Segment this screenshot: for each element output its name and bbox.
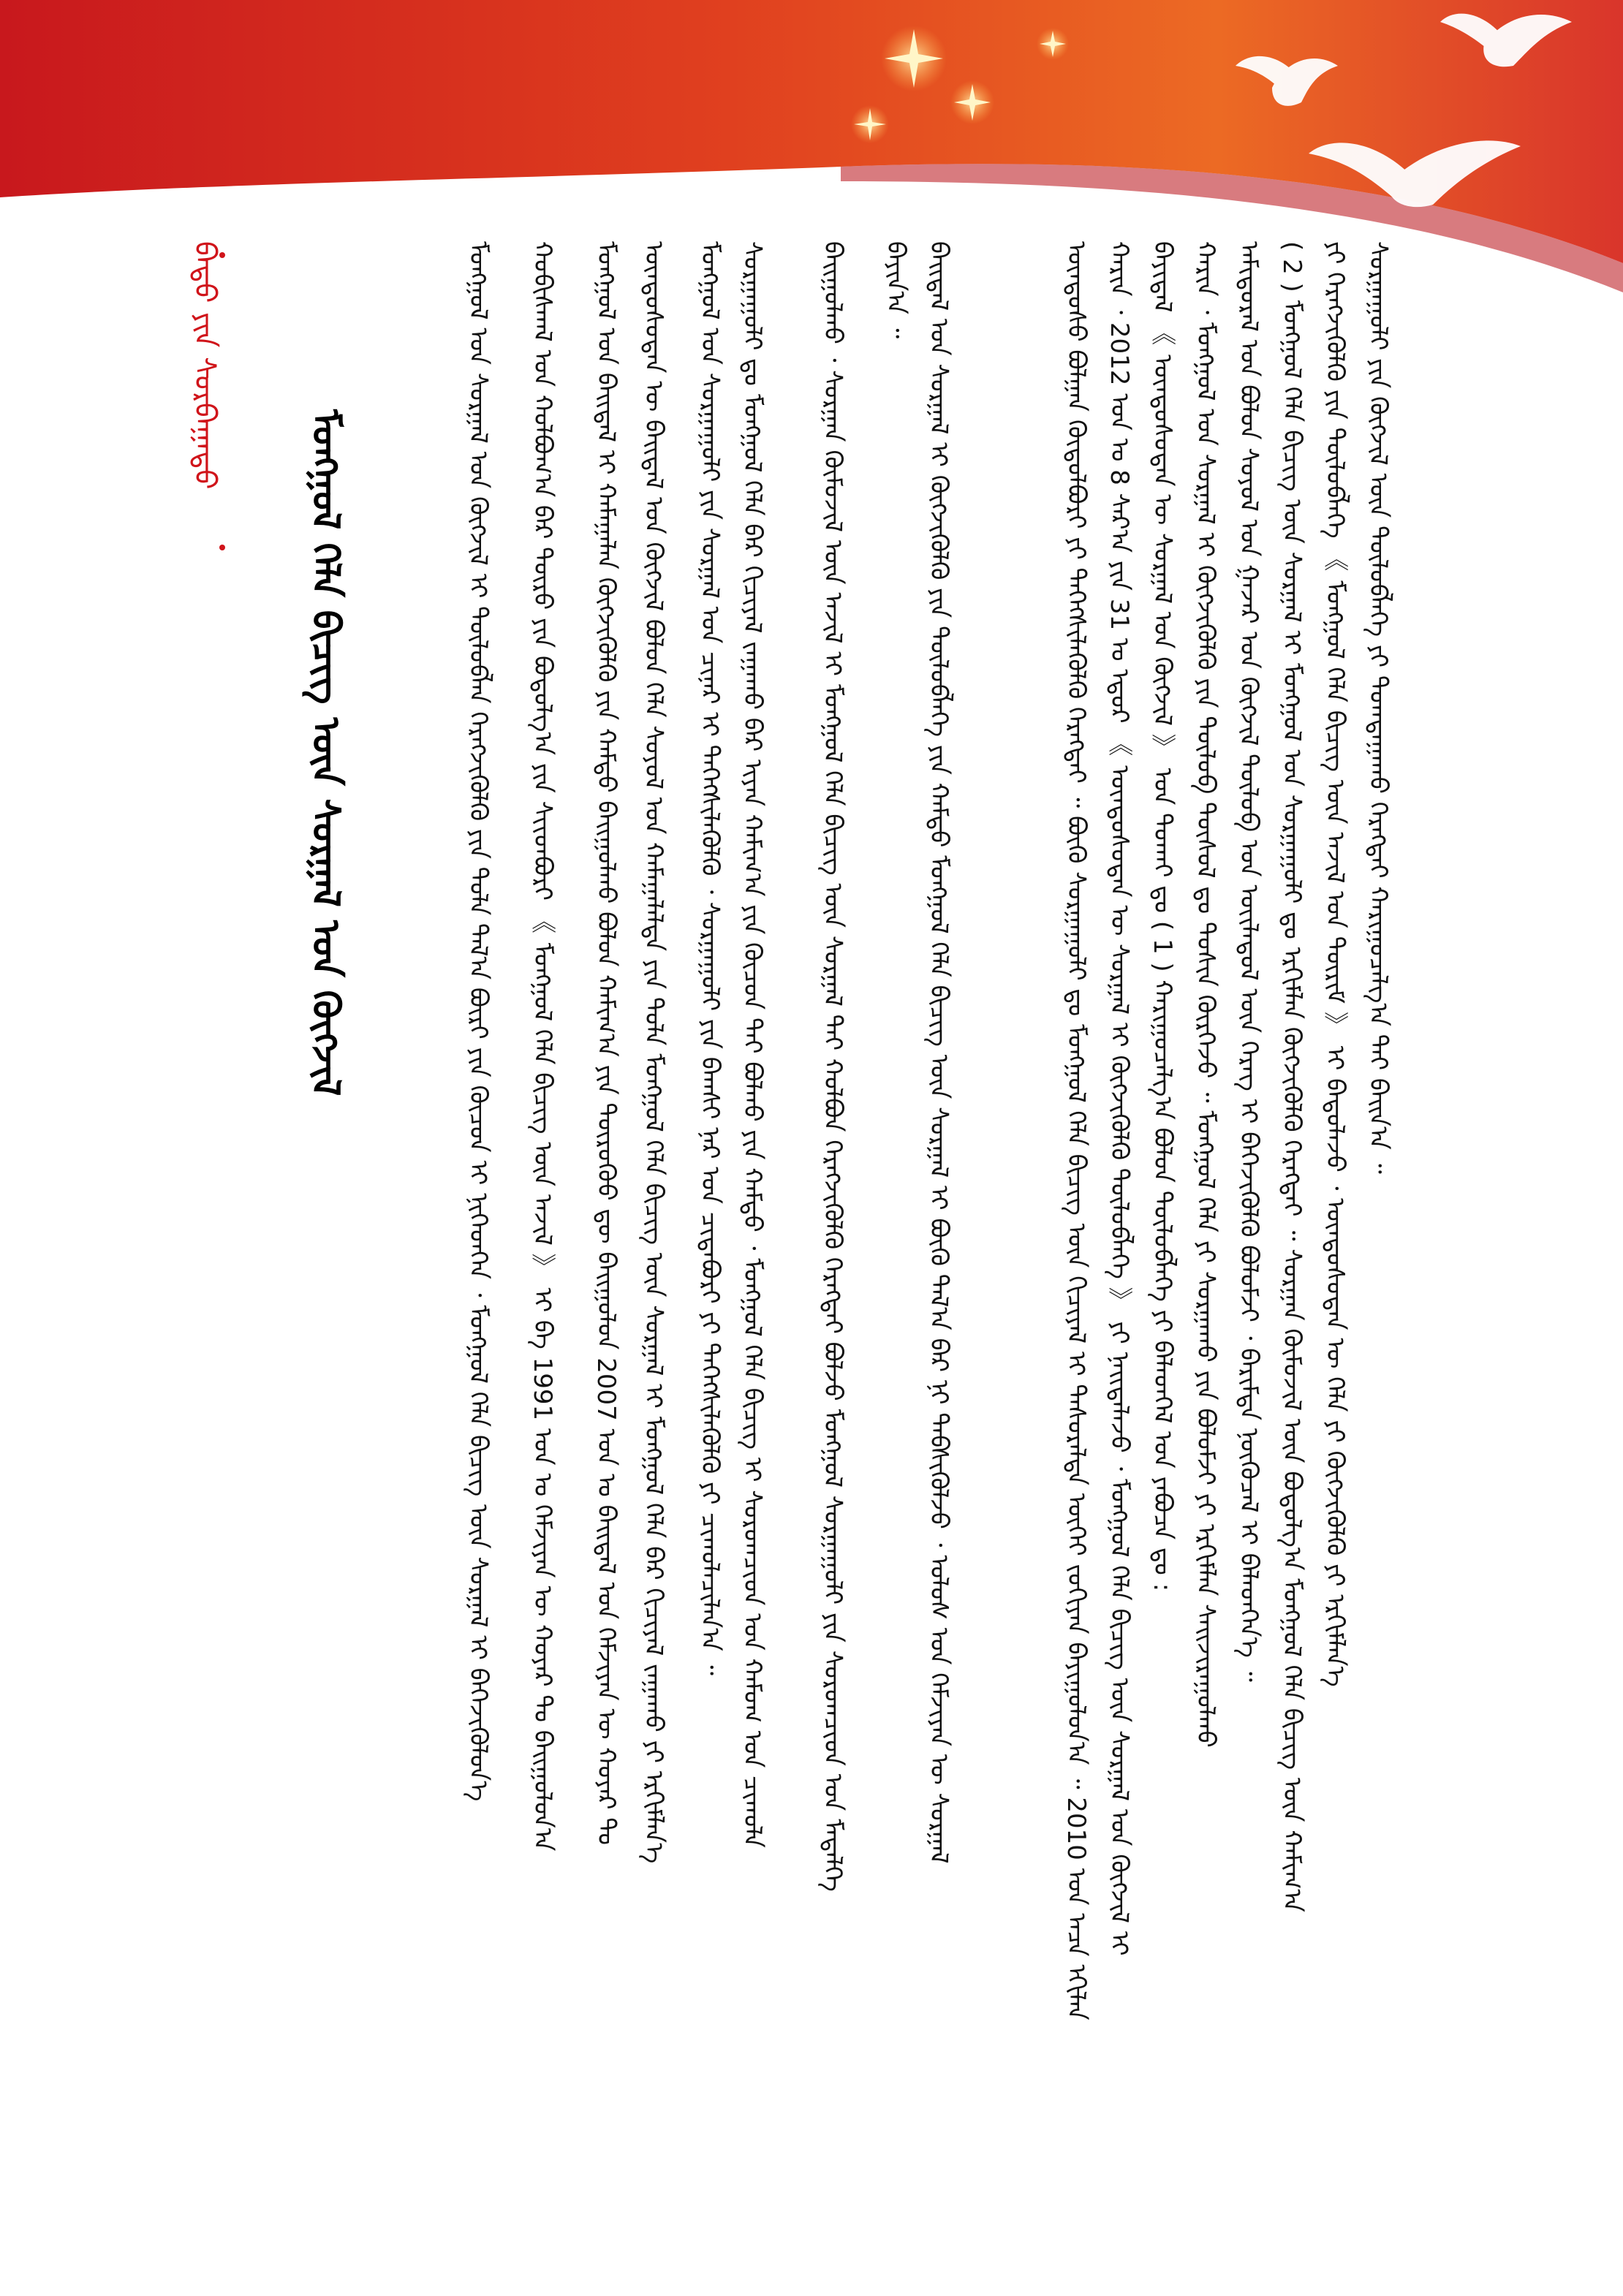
body-column: ᠮᠣᠩᠭᠣᠯ ᠤᠨ ᠰᠤᠷᠭᠠᠯ ᠤᠨ ᠬᠥᠭᠵᠢᠯ ᠢ ᠲᠥᠯᠥᠪᠯᠡᠨ ᠬᠡᠷᠡᠭᠵᠢᠭᠦᠯᠬᠦ ᠶᠢᠨ ᠲᠤᠯᠠ ᠲᠠᠯ᠎ᠠ ᠪᠦᠷᠢ ᠶᠢᠨ ᠬᠦᠴᠦᠨ ᠢ ᠨᠢᠭᠡᠳᠬᠡᠨ ᠂ ᠮᠣᠩᠭᠣᠯ ᠬᠡᠯᠡ ᠪᠢᠴᠢᠭ ᠦᠨ ᠰᠤᠷᠭᠠᠯ ᠢ ᠪᠡᠬᠡᠵᠢᠭᠦᠯᠦᠨ᠎ᠡ <box>464 241 493 1802</box>
body-column: ᠠᠮᠢᠳᠤᠷᠠᠯ ᠤᠨ ᠪᠣᠯᠤᠨ ᠰᠣᠶᠣᠯ ᠤᠨ ᠭᠠᠵᠠᠷ ᠤᠨ ᠬᠥᠭᠵᠢᠯ ᠲᠥᠯᠥᠪ ᠤᠨ ᠦᠢᠯᠡᠳᠦᠯ ᠦᠨ ᠬᠡᠷᠡᠭ ᠢ ᠪᠡᠬᠡᠵᠢᠭᠦᠯᠬᠦ ᠪᠣᠯᠤᠮᠵᠢ ᠂ ᠪᠠᠷᠢᠮᠲᠠ ᠨᠥᠬᠥᠴᠡᠯ ᠢ ᠪᠡᠯᠡᠳᠬᠡᠨ᠎ᠡ ᠃ <box>1234 241 1263 1682</box>
author-bullet-dot <box>219 545 225 550</box>
body-column: ᠮᠣᠩᠭᠣᠯ ᠤᠨ ᠪᠠᠢᠳᠠᠯ ᠢ ᠬᠠᠮᠠᠭᠠᠯᠠᠨ ᠬᠥᠭᠵᠢᠭᠦᠯᠬᠦ ᠶᠢᠨ ᠬᠠᠮᠲᠤ ᠪᠠᠢᠭᠤᠯᠬᠤ ᠪᠣᠯᠤᠨ ᠬᠠᠮᠢᠭ᠎ᠠ ᠶᠢᠨ ᠲᠦᠷᠦᠭᠦᠦ ᠳᠦ ᠪᠠᠢᠭᠤᠯᠤᠨ 2007 ᠣᠨ ᠤ ᠪᠠᠢᠳᠠᠯ ᠤᠨ ᠬᠡᠮᠵᠢᠶᠡᠨ ᠦ ᠬᠣᠶᠠᠷ ᠲᠤ <box>591 241 621 1846</box>
body-column: ᠮᠣᠩᠭᠣᠯ ᠤᠨ ᠰᠤᠷᠭᠠᠭᠤᠯᠢ ᠶᠢᠨ ᠰᠤᠷᠭᠠᠯ ᠤᠨ ᠴᠢᠨᠠᠷ ᠢ ᠳᠡᠭᠡᠭᠰᠢᠯᠡᠭᠦᠯᠬᠦ ᠂ ᠰᠤᠷᠭᠠᠭᠤᠯᠢ ᠶᠢᠨ ᠪᠠᠭᠰᠢ ᠨᠠᠷ ᠤᠨ ᠴᠢᠳᠠᠪᠤᠷᠢ ᠶᠢ ᠳᠡᠭᠡᠭᠰᠢᠯᠡᠭᠦᠯᠬᠦ ᠶᠢ ᠴᠢᠬᠤᠯᠠᠴᠢᠯᠠᠨ᠎ᠠ ᠃ <box>695 241 725 1675</box>
body-column: ᠰᠤᠷᠭᠠᠭᠤᠯᠢ ᠳᠤ ᠮᠣᠩᠭᠣᠯ ᠬᠡᠯᠡ ᠪᠠᠷ ᠬᠢᠴᠢᠶᠡᠯ ᠵᠠᠭᠠᠬᠤ ᠪᠠᠷ ᠢᠶᠡᠨ ᠬᠠᠮᠢᠭ᠎ᠠ ᠶᠢᠨ ᠬᠦᠴᠦᠨ ᠲᠡᠢ ᠪᠣᠯᠬᠤ ᠶᠢᠨ ᠬᠠᠮᠲᠤ ᠂ ᠮᠣᠩᠭᠣᠯ ᠬᠡᠯᠡ ᠪᠢᠴᠢᠭ ᠢ ᠰᠤᠷᠤᠭᠴᠢᠳ ᠤᠨ ᠬᠠᠮᠤᠭ ᠤᠨ ᠴᠢᠬᠤᠯᠠ <box>738 241 767 1848</box>
body-column: ᠶᠢ ᠬᠡᠷᠡᠭᠵᠢᠭᠦᠯᠬᠦ ᠶᠢᠨ ᠲᠥᠯᠥᠪᠯᠡᠭᠡ 《 ᠮᠣᠩᠭᠣᠯ ᠬᠡᠯᠡ ᠪᠢᠴᠢᠭ ᠦᠨ ᠠᠵᠢᠯ ᠤᠨ ᠳᠦᠷᠢᠮ 》 ᠢ ᠪᠠᠲᠤᠯᠠᠵᠤ ᠂ ᠦᠨᠳᠦᠰᠦᠲᠡᠨ ᠦ ᠬᠡᠯᠡ ᠶᠢ ᠬᠥᠭᠵᠢᠭᠦᠯᠬᠦ ᠶᠢ ᠡᠷᠬᠢᠮᠯᠡᠨ᠎ᠡ <box>1320 241 1350 1687</box>
body-column: ᠰᠤᠷᠭᠠᠭᠤᠯᠢ ᠶᠢᠨ ᠬᠥᠭᠵᠢᠯ ᠦᠨ ᠲᠥᠯᠥᠪᠯᠡᠭᠡ ᠶᠢ ᠲᠣᠭᠲᠠᠭᠠᠬᠤ ᠬᠡᠷᠡᠭᠲᠡᠢ ᠬᠠᠷᠢᠭᠤᠴᠠᠯᠭ᠎ᠠ ᠲᠠᠢ ᠪᠠᠢᠨ᠎ᠠ ᠃ <box>1363 241 1393 1174</box>
body-column: ᠦᠨᠳᠦᠰᠦᠲᠡᠨ ᠦ ᠪᠠᠢᠳᠠᠯ ᠤᠨ ᠬᠥᠭᠵᠢᠯ ᠪᠣᠯᠤᠨ ᠬᠡᠯᠡ ᠰᠣᠶᠣᠯ ᠤᠨ ᠬᠠᠮᠠᠭᠠᠯᠠᠯᠲᠠ ᠶᠢᠨ ᠲᠤᠯᠠ ᠮᠣᠩᠭᠣᠯ ᠬᠡᠯᠡ ᠪᠢᠴᠢᠭ ᠦᠨ ᠰᠤᠷᠭᠠᠯ ᠢ ᠮᠣᠩᠭᠣᠯ ᠬᠡᠯᠡ ᠪᠠᠷ ᠬᠢᠴᠢᠶᠡᠯ ᠵᠠᠭᠠᠬᠤ ᠶᠢ ᠡᠷᠬᠢᠮᠯᠡᠨ᠎ᠡ <box>639 241 668 1864</box>
body-column: ᠬᠠᠷᠢᠨ ᠂ 2012 ᠣᠨ ᠤ 8 ᠰᠠᠷ᠎ᠠ ᠶᠢᠨ 31 ᠤ ᠡᠳᠦᠷ 《 ᠦᠨᠳᠦᠰᠦᠲᠡᠨ ᠦ ᠰᠤᠷᠭᠠᠯ ᠢ ᠬᠥᠭᠵᠢᠭᠦᠯᠬᠦ ᠲᠥᠯᠥᠪᠯᠡᠭᠡ 》 ᠶᠢ ᠨᠡᠢᠲᠡᠯᠡᠵᠦ ᠂ ᠮᠣᠩᠭᠣᠯ ᠬᠡᠯᠡ ᠪᠢᠴᠢᠭ ᠦᠨ ᠰᠤᠷᠭᠠᠯ ᠤᠨ ᠬᠥᠭᠵᠢᠯ ᠢ <box>1105 241 1134 1956</box>
body-column <box>404 241 447 2281</box>
body-column: ᠪᠠᠶᠢᠨ᠎ᠠ ᠃ <box>881 241 910 339</box>
author-name: ᠪᠠᠲᠤ ᠶᠢᠨ ᠰᠤᠷᠪᠠᠭᠠᠲᠤ <box>188 241 222 490</box>
body-column: ᠪᠠᠢᠭᠤᠯᠬᠤ ᠂ ᠰᠤᠷᠭᠠᠨ ᠬᠦᠮᠦᠵᠢᠯ ᠦᠨ ᠠᠵᠢᠯ ᠢ ᠮᠣᠩᠭᠣᠯ ᠬᠡᠯᠡ ᠪᠢᠴᠢᠭ ᠦᠨ ᠰᠤᠷᠭᠠᠯ ᠲᠠᠢ ᠬᠣᠯᠪᠣᠨ ᠬᠡᠷᠡᠭᠵᠢᠭᠦᠯᠬᠦ ᠬᠡᠷᠡᠭᠲᠡᠢ ᠪᠣᠯᠵᠤ ᠮᠣᠩᠭᠣᠯ ᠰᠤᠷᠭᠠᠭᠤᠯᠢ ᠶᠢᠨ ᠰᠤᠷᠤᠭᠴᠢᠳ ᠤᠨ ᠮᠡᠳᠡᠯᠭᠡ <box>818 241 847 1892</box>
body-column: ᠬᠤᠪᠢᠰᠬᠠᠯ ᠤᠨ ᠬᠣᠯᠪᠣᠭ᠎ᠠ ᠪᠠᠷ ᠲᠥᠷᠥ ᠶᠢᠨ ᠪᠣᠳᠤᠯᠭ᠎ᠠ ᠶᠢᠨ ᠰᠢᠢᠳᠪᠦᠷᠢ 《 ᠮᠣᠩᠭᠣᠯ ᠬᠡᠯᠡ ᠪᠢᠴᠢᠭ ᠦᠨ ᠠᠵᠢᠯ 》 ᠢ ᠪᠠ 1991 ᠣᠨ ᠤ ᠬᠡᠮᠵᠢᠶᠡᠨ ᠦ ᠬᠣᠶᠠᠷ ᠲᠤ ᠪᠠᠢᠭᠤᠯᠤᠨ᠎ᠠ <box>528 241 557 1852</box>
body-column: ᠪᠠᠶᠢᠳᠠᠯ 《 ᠦᠨᠳᠦᠰᠦᠲᠡᠨ ᠦ ᠰᠤᠷᠭᠠᠯ ᠤᠨ ᠬᠥᠭᠵᠢᠯ 》 ᠤᠨ ᠲᠤᠬᠠᠢ ᠳᠤ ( 1 ) ᠬᠠᠷᠢᠭᠤᠴᠠᠯᠭ᠎ᠠ ᠪᠣᠯᠤᠨ ᠲᠥᠯᠥᠪᠯᠡᠭᠡ ᠶᠢ ᠪᠡᠯᠡᠳᠬᠡᠯ ᠤᠨ ᠶᠠᠪᠤᠴᠠ ᠳᠤ : <box>1148 241 1177 1592</box>
body-column: ᠦᠨᠳᠦᠰᠦ ᠪᠣᠯᠭᠠᠨ ᠬᠥᠲᠦᠯᠪᠦᠷᠢ ᠶᠢ ᠳᠡᠭᠡᠭᠰᠢᠯᠡᠭᠦᠯᠬᠦ ᠬᠡᠷᠡᠭᠲᠡᠢ ᠃ ᠪᠦᠬᠦ ᠰᠤᠷᠭᠠᠭᠤᠯᠢ ᠳᠤ ᠮᠣᠩᠭᠣᠯ ᠬᠡᠯᠡ ᠪᠢᠴᠢᠭ ᠦᠨ ᠬᠢᠴᠢᠶᠡᠯ ᠢ ᠲᠠᠰᠤᠷᠠᠯᠲᠠ ᠦᠭᠡᠢ ᠵᠣᠬᠢᠶᠠᠨ ᠪᠠᠶᠢᠭᠤᠯᠤᠨ᠎ᠠ ᠃ 2010 ᠣᠨ ᠠᠴᠠ ᠡᠬᠢᠯᠡᠨ <box>1062 241 1091 2020</box>
body-column: ᠬᠠᠷᠢᠨ ᠂ ᠮᠣᠩᠭᠣᠯ ᠤᠨ ᠰᠤᠷᠭᠠᠯ ᠢ ᠬᠥᠭᠵᠢᠭᠦᠯᠬᠦ ᠶᠢᠨ ᠲᠥᠯᠥᠪ ᠲᠥᠰᠥᠯ ᠳᠤ ᠲᠣᠰᠢᠨ ᠬᠦᠷᠭᠡᠵᠦ ᠃ ᠮᠣᠩᠭᠣᠯ ᠬᠡᠯᠡ ᠶᠢ ᠰᠤᠷᠭᠠᠬᠤ ᠶᠢᠨ ᠪᠣᠯᠤᠮᠵᠢ ᠶᠢ ᠡᠷᠬᠢᠮᠯᠡᠨ ᠰᠠᠢᠵᠢᠷᠠᠭᠤᠯᠬᠤ <box>1191 241 1220 1748</box>
body-column: ( 2 ) ᠮᠣᠩᠭᠣᠯ ᠬᠡᠯᠡ ᠪᠢᠴᠢᠭ ᠦᠨ ᠰᠤᠷᠭᠠᠯ ᠢ ᠮᠣᠩᠭᠣᠯ ᠤᠨ ᠰᠤᠷᠭᠠᠭᠤᠯᠢ ᠳᠤ ᠡᠷᠬᠢᠮᠯᠡᠨ ᠬᠥᠭᠵᠢᠭᠦᠯᠬᠦ ᠬᠡᠷᠡᠭᠲᠡᠢ ᠃ ᠰᠤᠷᠭᠠᠨ ᠬᠦᠮᠦᠵᠢᠯ ᠦᠨ ᠪᠣᠳᠤᠯᠭ᠎ᠠ ᠮᠣᠩᠭᠣᠯ ᠬᠡᠯᠡ ᠪᠢᠴᠢᠭ ᠦᠨ ᠬᠠᠮᠢᠭ᠎ᠠ <box>1277 241 1306 1912</box>
article-title: ᠮᠣᠩᠭᠣᠯ ᠬᠡᠯᠡ ᠪᠢᠴᠢᠭ ᠦᠨ ᠰᠤᠷᠭᠠᠯ ᠤᠨ ᠬᠥᠭᠵᠢᠯ <box>303 409 347 1096</box>
body-column: ᠪᠠᠢᠳᠠᠯ ᠤᠨ ᠰᠤᠷᠭᠠᠯ ᠢ ᠬᠥᠭᠵᠢᠭᠦᠯᠬᠦ ᠶᠢᠨ ᠲᠥᠯᠥᠪᠯᠡᠭᠡ ᠶᠢᠨ ᠬᠠᠮᠲᠤ ᠮᠣᠩᠭᠣᠯ ᠬᠡᠯᠡ ᠪᠢᠴᠢᠭ ᠦᠨ ᠰᠤᠷᠭᠠᠯ ᠢ ᠪᠦᠬᠦ ᠲᠠᠯ᠎ᠠ ᠪᠠᠷ ᠨᠢ ᠳᠡᠪᠰᠢᠭᠦᠯᠵᠦ ᠂ ᠤᠯᠤᠰ ᠤᠨ ᠬᠡᠮᠵᠢᠶᠡᠨ ᠦ ᠰᠤᠷᠭᠠᠯ <box>924 241 953 1864</box>
